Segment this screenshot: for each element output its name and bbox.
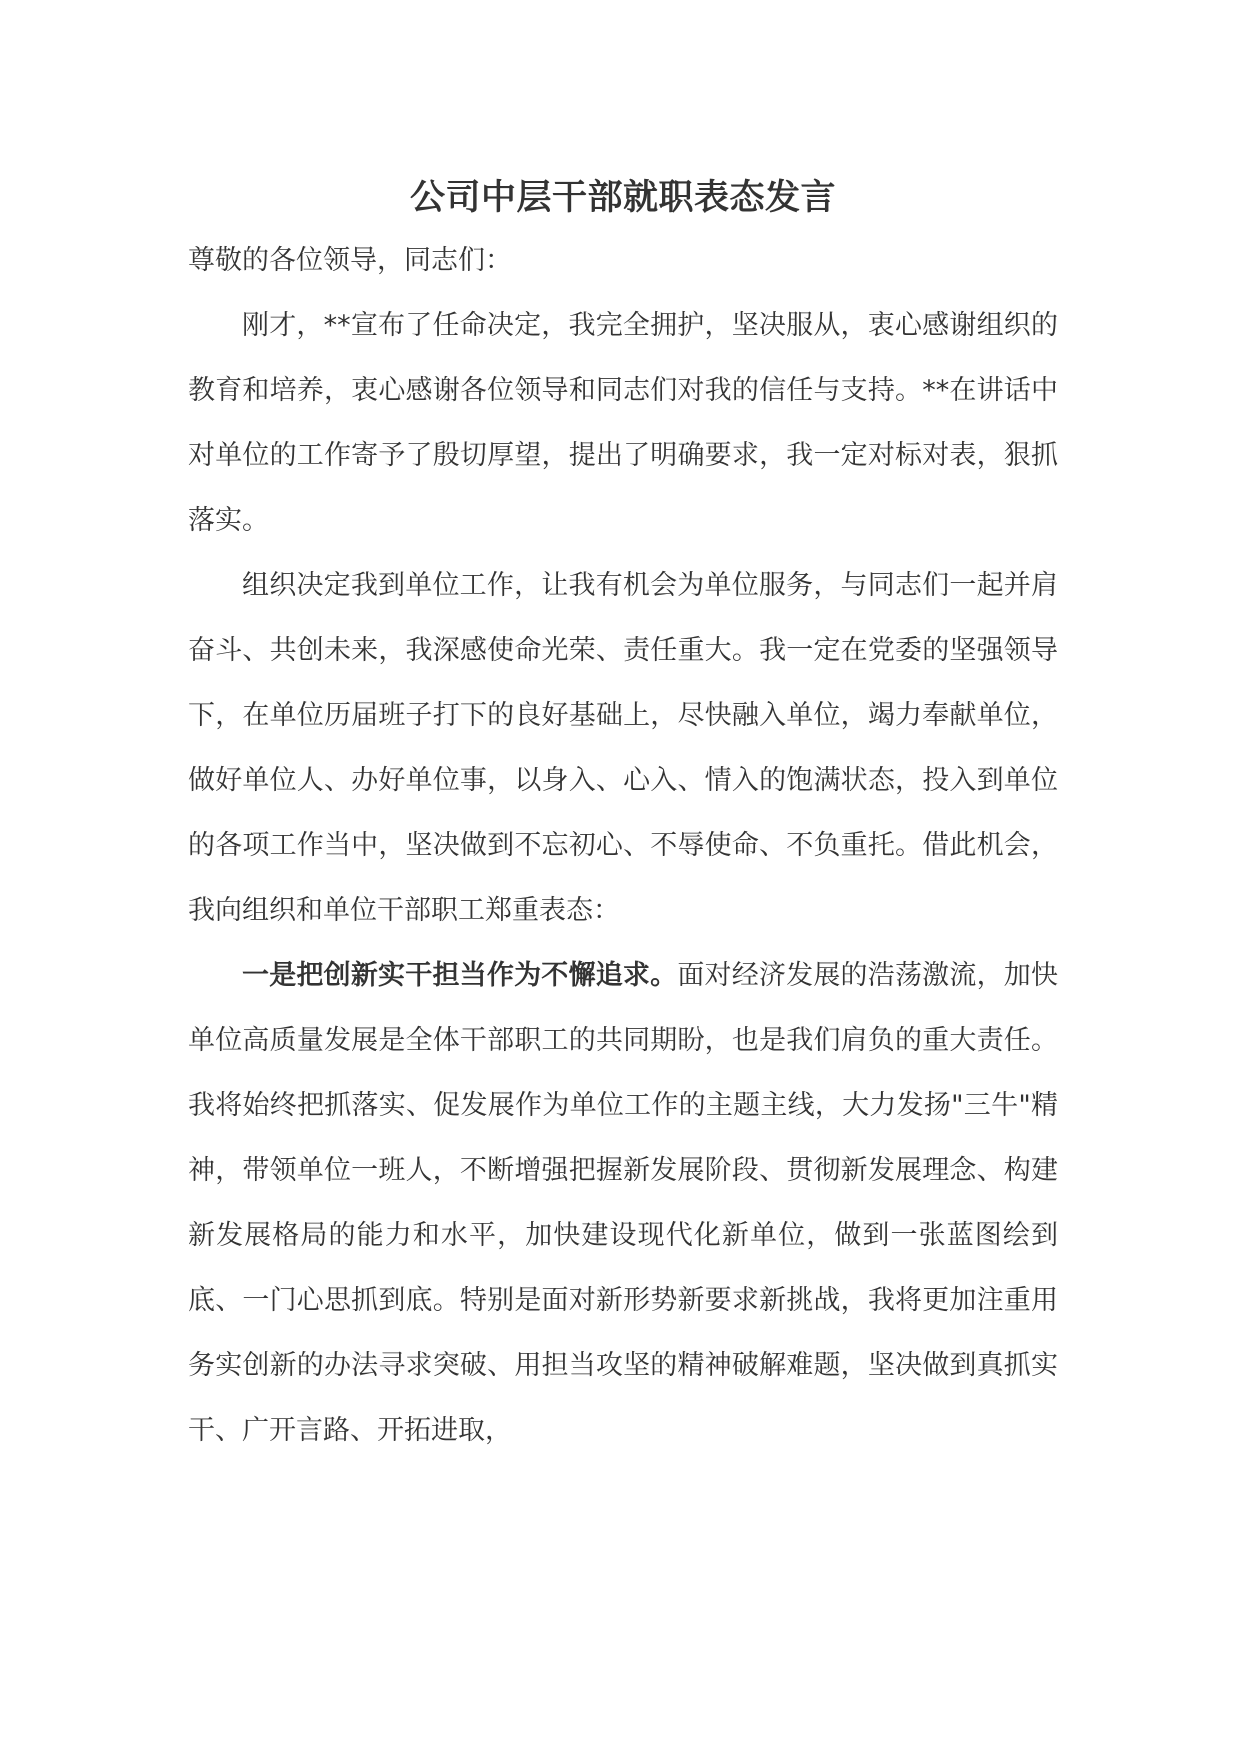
- salutation: 尊敬的各位领导，同志们：: [188, 245, 512, 276]
- paragraph-1: [188, 293, 1058, 553]
- document-title: 公司中层干部就职表态发言: [409, 178, 836, 218]
- paragraph-2: [188, 553, 1058, 943]
- document-page: [188, 168, 1058, 1463]
- paragraph-text: 面对经济发展的浩荡激流，加快单位高质量发展是全体干部职工的共同期盼，也是我们肩负的重大责任。我将始终把抓落实、促发展作为单位工作的主题主线，大力发扬"三牛"精神，带领单位一班人，不断增强把握新发展阶段、贯彻新发展理念、构建新发展格局的能力和水平，加快建设现代化新单位，做到一张蓝图绘到底、一门心思抓到底。特别是面对新形势新要求新挑战，我将更加注重用务实创新的办法寻求突破、用担当攻坚的精神破解难题，坚决做到真抓实干、广开言路、开拓进取，: [188, 960, 1059, 1446]
- paragraph-3: [188, 943, 1058, 1463]
- paragraph-text: 组织决定我到单位工作，让我有机会为单位服务，与同志们一起并肩奋斗、共创未来，我深感使命光荣、责任重大。我一定在党委的坚强领导下，在单位历届班子打下的良好基础上，尽快融入单位，竭力奉献单位，做好单位人、办好单位事，以身入、心入、情入的饱满状态，投入到单位的各项工作当中，坚决做到不忘初心、不辱使命、不负重托。借此机会，我向组织和单位干部职工郑重表态：: [188, 570, 1058, 926]
- paragraph-text: 刚才，**宣布了任命决定，我完全拥护，坚决服从，衷心感谢组织的教育和培养，衷心感谢各位领导和同志们对我的信任与支持。**在讲话中对单位的工作寄予了殷切厚望，提出了明确要求，我一定对标对表，狠抓落实。: [188, 310, 1058, 536]
- paragraph-lead: 一是把创新实干担当作为不懈追求。: [242, 960, 678, 991]
